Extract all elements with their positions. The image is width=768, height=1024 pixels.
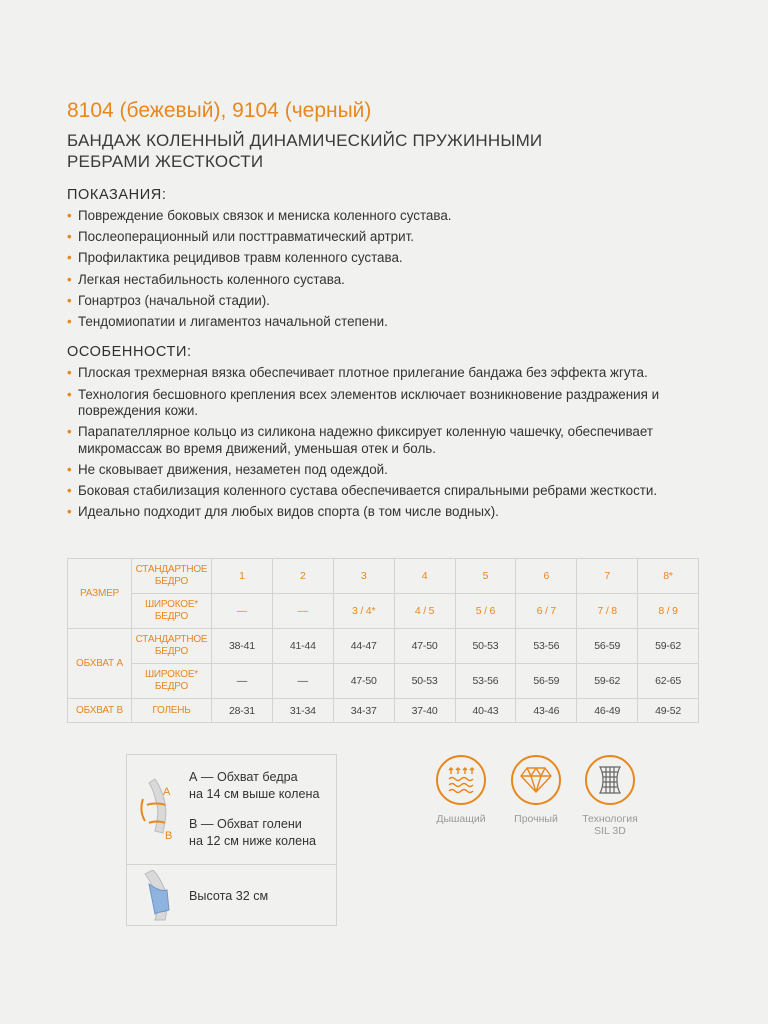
list-item: • Гонартроз (начальной стадии). — [67, 293, 707, 310]
table-cell: 53-56 — [455, 664, 516, 699]
feature-label — [575, 813, 645, 837]
feature-sil3d — [575, 755, 645, 837]
table-cell: — — [212, 594, 273, 629]
table-cell: 50-53 — [394, 664, 455, 699]
table-cell: 53-56 — [516, 629, 577, 664]
feature-breathable — [426, 755, 496, 825]
text-line: В — Обхват голени — [189, 817, 302, 831]
table-cell: 47-50 — [333, 664, 394, 699]
subtitle-line: РЕБРАМИ ЖЕСТКОСТИ — [67, 152, 264, 171]
table-cell: 59-62 — [577, 664, 638, 699]
divider — [127, 864, 336, 865]
table-cell: 7 / 8 — [577, 594, 638, 629]
subtitle-line: БАНДАЖ КОЛЕННЫЙ ДИНАМИЧЕСКИЙС ПРУЖИННЫМИ — [67, 131, 543, 150]
table-cell: 38-41 — [212, 629, 273, 664]
table-row — [68, 559, 699, 594]
table-cell: 3 / 4* — [333, 594, 394, 629]
row-label: ШИРОКОЕ* БЕДРО — [132, 664, 212, 699]
breathable-icon — [436, 755, 486, 805]
text-line: Технология — [582, 813, 638, 825]
table-row — [68, 664, 699, 699]
feature-durable — [501, 755, 571, 825]
table-cell: 62-65 — [638, 664, 699, 699]
row-label: ШИРОКОЕ* БЕДРО — [132, 594, 212, 629]
content — [67, 98, 707, 526]
girth-a-text — [189, 769, 319, 803]
table-cell: 41-44 — [272, 629, 333, 664]
text-line: на 12 см ниже колена — [189, 834, 317, 848]
list-item: • Идеально подходит для любых видов спорта (в том числе водных). — [67, 504, 707, 521]
table-row — [68, 629, 699, 664]
table-cell: 4 — [394, 559, 455, 594]
table-cell: 31-34 — [272, 699, 333, 723]
table-cell: 43-46 — [516, 699, 577, 723]
diamond-icon — [511, 755, 561, 805]
table-cell: — — [272, 594, 333, 629]
knee-measure-icon — [135, 775, 181, 845]
measurement-box — [126, 754, 337, 926]
size-table — [67, 558, 699, 723]
text-line: А — Обхват бедра — [189, 770, 298, 784]
indications-list — [67, 208, 707, 330]
table-cell: 44-47 — [333, 629, 394, 664]
table-cell: 37-40 — [394, 699, 455, 723]
product-subtitle — [67, 130, 707, 172]
table-cell: 8 / 9 — [638, 594, 699, 629]
list-item: • Парапателлярное кольцо из силикона надежно фиксирует коленную чашечку, обеспечивает микромассаж во время движений, уменьшая отек и боль. — [67, 424, 707, 457]
row-label: ГОЛЕНЬ — [132, 699, 212, 723]
row-group-label: ОБХВАТ B — [68, 699, 132, 723]
sil3d-icon — [585, 755, 635, 805]
girth-b-text — [189, 816, 316, 850]
table-cell: 46-49 — [577, 699, 638, 723]
table-cell: 40-43 — [455, 699, 516, 723]
indications-section — [67, 187, 707, 330]
list-item: • Не сковывает движения, незаметен под одеждой. — [67, 462, 707, 479]
table-cell: 56-59 — [577, 629, 638, 664]
feature-label: Дышащий — [436, 813, 486, 825]
table-row — [68, 699, 699, 723]
list-item: • Боковая стабилизация коленного сустава обеспечивается спиральными ребрами жесткости. — [67, 483, 707, 500]
text-line: SIL 3D — [594, 825, 626, 837]
table-cell: 4 / 5 — [394, 594, 455, 629]
table-cell: 6 — [516, 559, 577, 594]
features-section — [67, 344, 707, 520]
table-cell: 50-53 — [455, 629, 516, 664]
list-item: • Плоская трехмерная вязка обеспечивает плотное прилегание бандажа без эффекта жгута. — [67, 365, 707, 382]
features-heading: ОСОБЕННОСТИ: — [67, 344, 192, 361]
table-cell: 47-50 — [394, 629, 455, 664]
features-list — [67, 365, 707, 520]
table-cell: 7 — [577, 559, 638, 594]
table-cell: 49-52 — [638, 699, 699, 723]
table-cell: — — [212, 664, 273, 699]
list-item: • Профилактика рецидивов травм коленного сустава. — [67, 250, 707, 267]
label-a: A — [163, 786, 171, 798]
feature-label: Прочный — [514, 813, 558, 825]
list-item: • Тендомиопатии и лигаментоз начальной степени. — [67, 314, 707, 331]
row-label: СТАНДАРТНОЕ БЕДРО — [132, 559, 212, 594]
list-item: • Легкая нестабильность коленного сустава. — [67, 272, 707, 289]
table-cell: — — [272, 664, 333, 699]
table-cell: 28-31 — [212, 699, 273, 723]
table-cell: 8* — [638, 559, 699, 594]
table-cell: 5 / 6 — [455, 594, 516, 629]
text-line: на 14 см выше колена — [189, 787, 320, 801]
table-cell: 6 / 7 — [516, 594, 577, 629]
table-cell: 3 — [333, 559, 394, 594]
list-item: • Повреждение боковых связок и мениска коленного сустава. — [67, 208, 707, 225]
list-item: • Послеоперационный или посттравматический артрит. — [67, 229, 707, 246]
indications-heading: ПОКАЗАНИЯ: — [67, 187, 167, 203]
table-cell: 34-37 — [333, 699, 394, 723]
row-group-label: ОБХВАТ А — [68, 629, 132, 699]
row-label: СТАНДАРТНОЕ БЕДРО — [132, 629, 212, 664]
row-group-label: РАЗМЕР — [68, 559, 132, 629]
table-cell: 1 — [212, 559, 273, 594]
list-item: • Технология бесшовного крепления всех элементов исключает возникновение раздражения и повреждения кожи. — [67, 387, 707, 420]
table-cell: 59-62 — [638, 629, 699, 664]
table-cell: 5 — [455, 559, 516, 594]
knee-brace-icon — [135, 870, 181, 922]
product-title: 8104 (бежевый), 9104 (черный) — [67, 99, 372, 122]
label-b: B — [165, 830, 173, 842]
height-text: Высота 32 см — [189, 889, 269, 903]
table-row — [68, 594, 699, 629]
table-cell: 56-59 — [516, 664, 577, 699]
table-cell: 2 — [272, 559, 333, 594]
